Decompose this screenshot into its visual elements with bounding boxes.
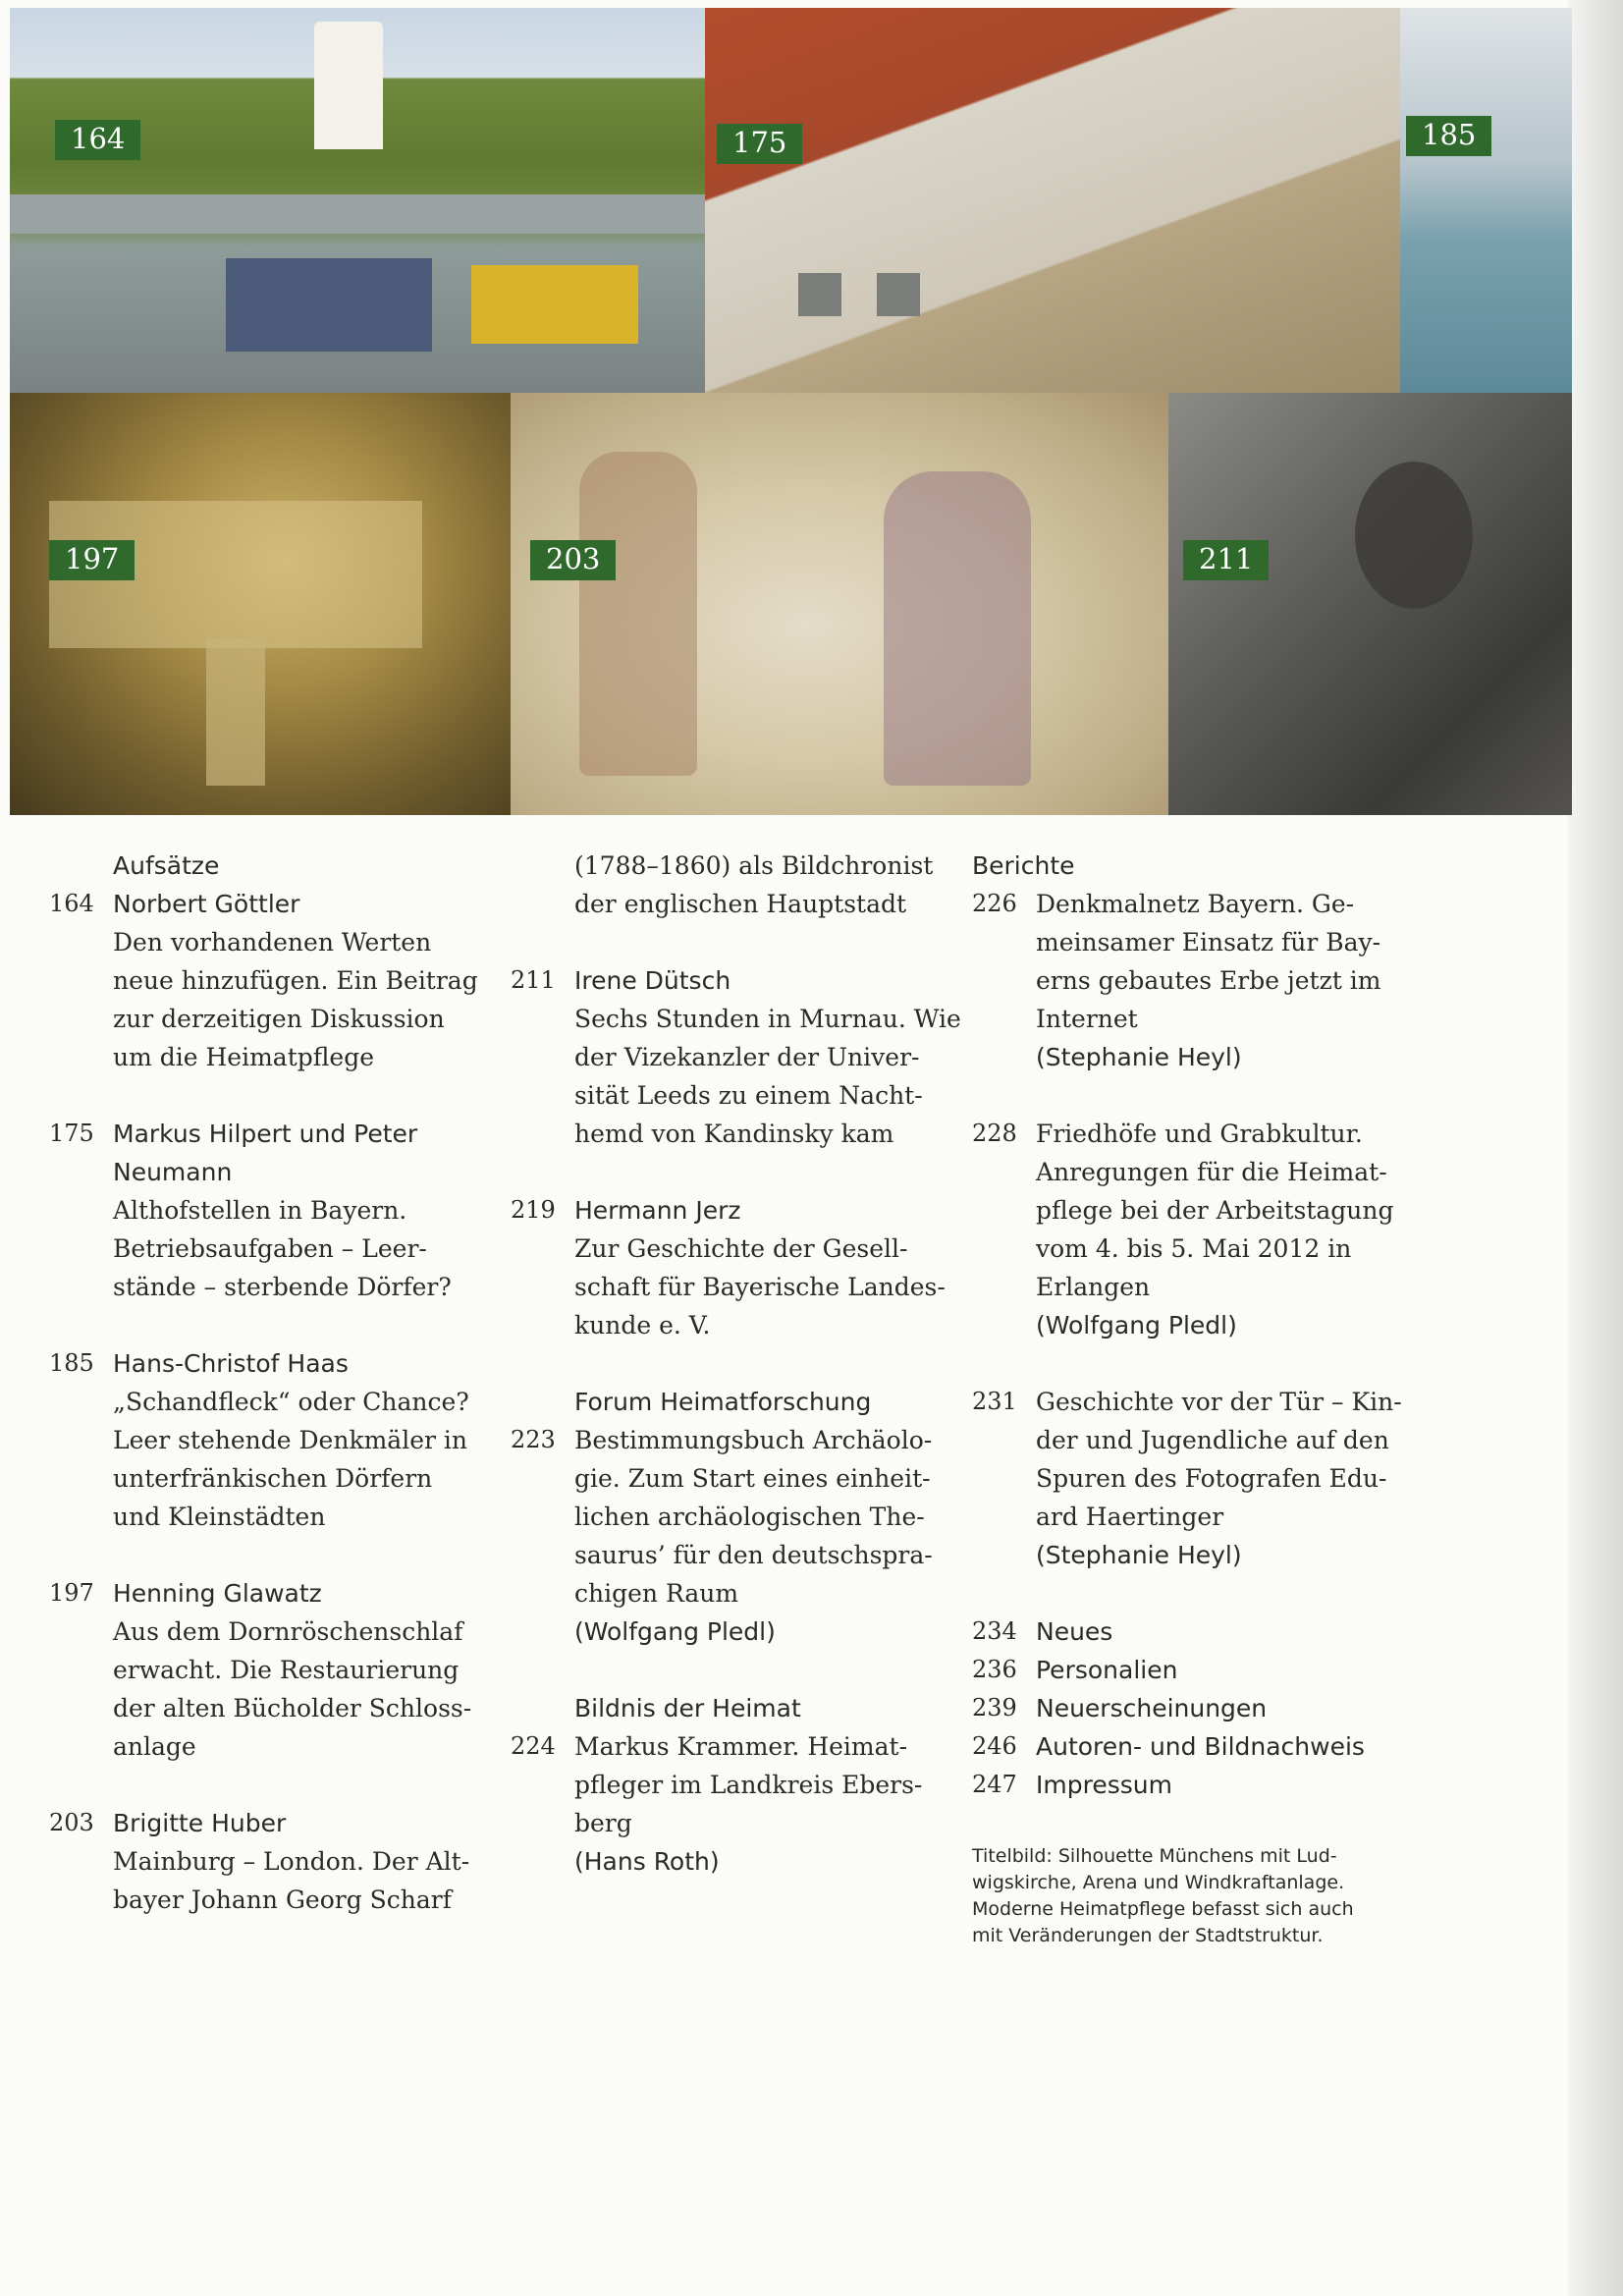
photo-man-portrait xyxy=(1168,393,1572,815)
author: Hans-Christof Haas xyxy=(113,1349,349,1378)
caption-line: Moderne Heimatpflege befasst sich auch xyxy=(972,1898,1354,1920)
credit: (Wolfgang Pledl) xyxy=(1036,1311,1237,1339)
title-line: Friedhöfe und Grabkultur. xyxy=(1036,1120,1363,1148)
figure-shape xyxy=(579,452,697,776)
page-number: 247 xyxy=(972,1771,1017,1798)
road-shape xyxy=(10,194,705,234)
window-shape xyxy=(798,273,841,316)
page-number: 228 xyxy=(972,1120,1017,1147)
toc-short-entry xyxy=(972,1727,1434,1766)
short-label: Autoren- und Bildnachweis xyxy=(1036,1732,1365,1761)
toc-entry xyxy=(511,1191,962,1344)
page-number: 197 xyxy=(49,1579,94,1607)
photo-highway-chapel xyxy=(10,8,705,393)
toc-short-entry xyxy=(972,1689,1434,1727)
page-number: 164 xyxy=(49,890,94,917)
truck-shape xyxy=(226,258,432,352)
title-line: der Vizekanzler der Univer- xyxy=(574,1043,920,1071)
figure-shape xyxy=(884,471,1031,786)
photo-tag-197: 197 xyxy=(49,540,135,580)
title-line: stände – sterbende Dörfer? xyxy=(113,1273,452,1301)
credit: (Hans Roth) xyxy=(574,1847,720,1876)
photo-farmhouse xyxy=(705,8,1400,393)
author-continued: Neumann xyxy=(113,1158,233,1186)
title-line: meinsamer Einsatz für Bay- xyxy=(1036,928,1381,957)
title-line: „Schandfleck“ oder Chance? xyxy=(113,1388,469,1416)
section-heading: Bildnis der Heimat xyxy=(574,1694,801,1722)
title-line: (1788–1860) als Bildchronist xyxy=(574,851,934,880)
section-heading: Aufsätze xyxy=(113,851,220,880)
title-line: Zur Geschichte der Gesell- xyxy=(574,1234,908,1263)
photo-interior xyxy=(1400,8,1572,393)
short-label: Personalien xyxy=(1036,1656,1178,1684)
caption-line: mit Veränderungen der Stadtstruktur. xyxy=(972,1925,1324,1946)
toc-entry-forum xyxy=(511,1383,962,1651)
title-line: Aus dem Dornröschenschlaf xyxy=(113,1617,463,1646)
toc-entry xyxy=(972,885,1434,1076)
toc-short-entry xyxy=(972,1613,1434,1651)
title-line: Geschichte vor der Tür – Kin- xyxy=(1036,1388,1402,1416)
title-line: um die Heimatpflege xyxy=(113,1043,375,1071)
toc-entry xyxy=(49,1804,511,1919)
toc-entry xyxy=(511,961,962,1153)
toc-entry-continued xyxy=(511,847,962,923)
title-line: sität Leeds zu einem Nacht- xyxy=(574,1081,923,1110)
author: Hermann Jerz xyxy=(574,1196,741,1225)
photo-vendors-illustration xyxy=(511,393,1168,815)
title-line: der und Jugendliche auf den xyxy=(1036,1426,1389,1454)
cover-caption xyxy=(972,1843,1434,1949)
toc-entry xyxy=(972,1383,1434,1574)
page-number: 223 xyxy=(511,1426,556,1453)
author: Irene Dütsch xyxy=(574,966,731,995)
page-number: 203 xyxy=(49,1809,94,1836)
title-line: berg xyxy=(574,1809,632,1837)
title-line: neue hinzufügen. Ein Beitrag xyxy=(113,966,478,995)
window-shape xyxy=(877,273,920,316)
photo-tag-185: 185 xyxy=(1406,116,1491,156)
toc-entry xyxy=(49,1115,511,1306)
page-number: 219 xyxy=(511,1196,556,1224)
tower-shape xyxy=(206,638,265,786)
author: Norbert Göttler xyxy=(113,890,300,918)
short-label: Neues xyxy=(1036,1617,1113,1646)
title-line: pflege bei der Arbeitstagung xyxy=(1036,1196,1394,1225)
credit: (Stephanie Heyl) xyxy=(1036,1043,1242,1071)
title-line: Erlangen xyxy=(1036,1273,1151,1301)
title-line: Bestimmungsbuch Archäolo- xyxy=(574,1426,933,1454)
title-line: Betriebsaufgaben – Leer- xyxy=(113,1234,427,1263)
photo-tag-203: 203 xyxy=(530,540,616,580)
page-number: 236 xyxy=(972,1656,1017,1683)
toc-column-1 xyxy=(49,847,511,1957)
page-number: 246 xyxy=(972,1732,1017,1760)
title-line: der alten Bücholder Schloss- xyxy=(113,1694,472,1722)
title-line: zur derzeitigen Diskussion xyxy=(113,1005,445,1033)
title-line: hemd von Kandinsky kam xyxy=(574,1120,894,1148)
short-label: Impressum xyxy=(1036,1771,1172,1799)
tanker-shape xyxy=(471,265,638,344)
toc-entry-bildnis xyxy=(511,1689,962,1881)
page-number: 224 xyxy=(511,1732,556,1760)
toc-column-2 xyxy=(511,847,962,1919)
photo-castle-painting xyxy=(10,393,511,815)
title-line: Sechs Stunden in Murnau. Wie xyxy=(574,1005,961,1033)
page-number: 234 xyxy=(972,1617,1017,1645)
toc-column-3 xyxy=(972,847,1434,1949)
page-number: 211 xyxy=(511,966,556,994)
title-line: schaft für Bayerische Landes- xyxy=(574,1273,946,1301)
page-number: 239 xyxy=(972,1694,1017,1722)
title-line: kunde e. V. xyxy=(574,1311,711,1339)
toc-entry xyxy=(49,885,511,1076)
toc-entry xyxy=(972,1115,1434,1344)
title-line: Denkmalnetz Bayern. Ge- xyxy=(1036,890,1355,918)
title-line: erwacht. Die Restaurierung xyxy=(113,1656,460,1684)
author: Markus Hilpert und Peter xyxy=(113,1120,418,1148)
title-line: Markus Krammer. Heimat- xyxy=(574,1732,908,1761)
author: Henning Glawatz xyxy=(113,1579,322,1608)
page-number: 231 xyxy=(972,1388,1017,1415)
title-line: saurus’ für den deutschspra- xyxy=(574,1541,933,1569)
page-number: 185 xyxy=(49,1349,94,1377)
title-line: Internet xyxy=(1036,1005,1138,1033)
title-line: der englischen Hauptstadt xyxy=(574,890,907,918)
head-shape xyxy=(1355,462,1473,609)
title-line: gie. Zum Start eines einheit- xyxy=(574,1464,931,1493)
title-line: ard Haertinger xyxy=(1036,1503,1224,1531)
title-line: Den vorhandenen Werten xyxy=(113,928,432,957)
page-number: 175 xyxy=(49,1120,94,1147)
title-line: Althofstellen in Bayern. xyxy=(113,1196,407,1225)
title-line: erns gebautes Erbe jetzt im xyxy=(1036,966,1381,995)
title-line: unterfränkischen Dörfern xyxy=(113,1464,433,1493)
credit: (Wolfgang Pledl) xyxy=(574,1617,776,1646)
title-line: bayer Johann Georg Scharf xyxy=(113,1886,453,1914)
toc-short-entry xyxy=(972,1766,1434,1804)
section-heading: Forum Heimatforschung xyxy=(574,1388,872,1416)
toc-entry xyxy=(49,1574,511,1766)
title-line: vom 4. bis 5. Mai 2012 in xyxy=(1036,1234,1352,1263)
title-line: pfleger im Landkreis Ebers- xyxy=(574,1771,923,1799)
caption-line: Titelbild: Silhouette Münchens mit Lud- xyxy=(972,1845,1337,1867)
title-line: lichen archäologischen The- xyxy=(574,1503,925,1531)
title-line: Spuren des Fotografen Edu- xyxy=(1036,1464,1387,1493)
title-line: Mainburg – London. Der Alt- xyxy=(113,1847,470,1876)
title-line: Anregungen für die Heimat- xyxy=(1036,1158,1387,1186)
toc-entry xyxy=(49,1344,511,1536)
author: Brigitte Huber xyxy=(113,1809,287,1837)
photo-tag-211: 211 xyxy=(1183,540,1269,580)
title-line: Leer stehende Denkmäler in xyxy=(113,1426,467,1454)
section-heading: Berichte xyxy=(972,851,1075,880)
caption-line: wigskirche, Arena und Windkraftanlage. xyxy=(972,1872,1345,1893)
title-line: und Kleinstädten xyxy=(113,1503,326,1531)
toc-short-entry xyxy=(972,1651,1434,1689)
title-line: anlage xyxy=(113,1732,196,1761)
short-label: Neuerscheinungen xyxy=(1036,1694,1268,1722)
photo-tag-164: 164 xyxy=(55,120,140,160)
page-number: 226 xyxy=(972,890,1017,917)
photo-gallery xyxy=(0,0,1623,825)
credit: (Stephanie Heyl) xyxy=(1036,1541,1242,1569)
chapel-shape xyxy=(314,22,383,149)
photo-tag-175: 175 xyxy=(717,124,802,164)
title-line: chigen Raum xyxy=(574,1579,739,1608)
